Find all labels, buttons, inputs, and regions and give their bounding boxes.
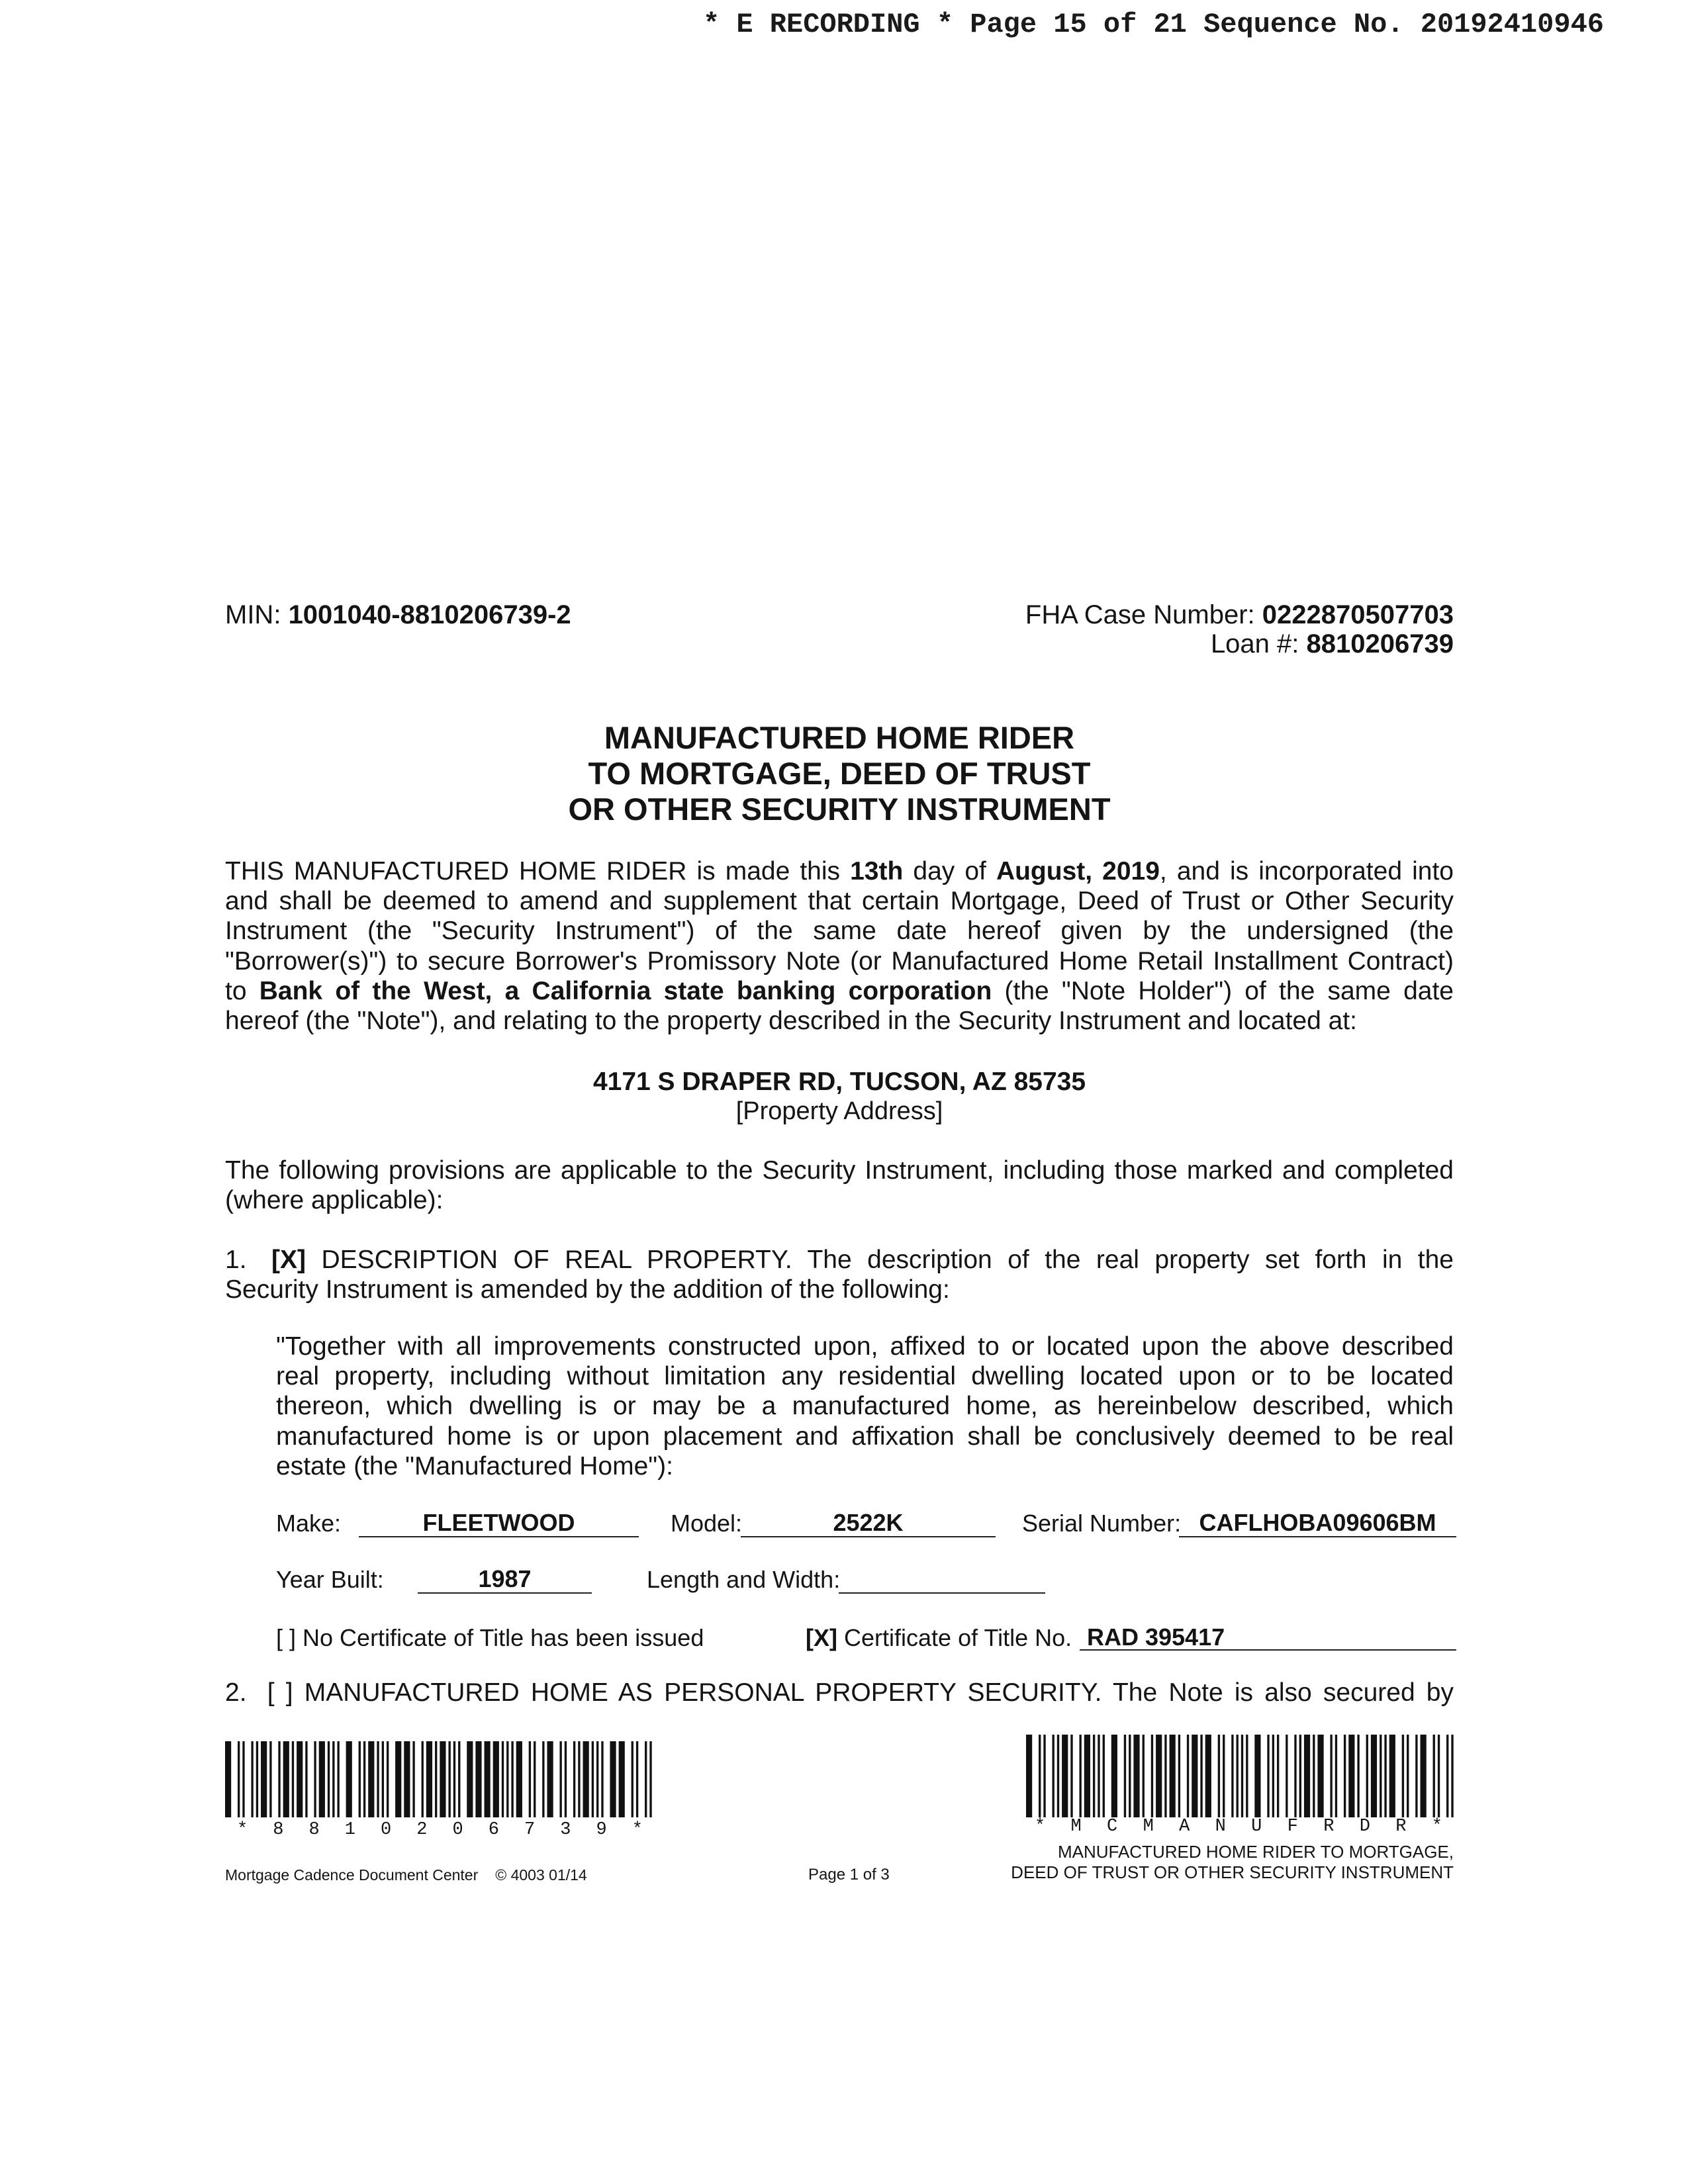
certificate-label: Certificate of Title No.: [844, 1624, 1072, 1651]
barcode-bar: [1200, 1735, 1202, 1817]
barcode-bar: [1093, 1735, 1095, 1817]
barcode-bar: [382, 1741, 384, 1817]
fha-value: 0222870507703: [1262, 600, 1454, 629]
rider-day: 13th: [850, 857, 904, 886]
make-label: Make:: [276, 1510, 342, 1537]
section-2-line: [225, 1678, 1454, 1707]
barcode-bar: [649, 1741, 651, 1817]
quote-line: estate (the "Manufactured Home"):: [276, 1451, 673, 1480]
quote-line: manufactured home is or upon placement and affixation shall be conclusively deemed to be real: [276, 1422, 1454, 1451]
min-label: MIN:: [225, 600, 281, 629]
barcode-bar: [610, 1741, 616, 1817]
barcode-bar: [1164, 1735, 1166, 1817]
barcode-bar: [1313, 1735, 1315, 1817]
quote-line: real property, including without limitation any residential dwelling located upon or to be located: [276, 1362, 1454, 1391]
barcode-bar: [1335, 1735, 1337, 1817]
rider-month-year: August, 2019: [996, 857, 1160, 886]
barcode-bar: [1241, 1735, 1243, 1817]
min-value: 1001040-8810206739-2: [288, 600, 571, 629]
barcode-bar: [1433, 1735, 1435, 1817]
barcode-bar: [1366, 1735, 1368, 1817]
barcode-bar: [475, 1741, 481, 1817]
barcode-bar: [1103, 1735, 1105, 1817]
barcode-bar: [1218, 1735, 1220, 1817]
section-2-text: MANUFACTURED HOME AS PERSONAL PROPERTY SECURITY. The Note is also secured by: [304, 1678, 1454, 1707]
barcode-bar: [453, 1741, 455, 1817]
year-built-label: Year Built:: [276, 1566, 384, 1593]
barcode-bar: [1133, 1735, 1139, 1817]
barcode-bar: [251, 1741, 253, 1817]
barcode-bar: [278, 1741, 280, 1817]
barcode-bar: [559, 1741, 561, 1817]
footer-publisher: [225, 1866, 587, 1884]
barcode-bar: [283, 1741, 289, 1817]
barcode-bar: [448, 1741, 450, 1817]
barcode-bar: [426, 1741, 432, 1817]
intro-text: and shall be deemed to amend and supplement that certain Mortgage, Deed of Trust or Other Security: [225, 887, 1454, 916]
barcode-bar: [1098, 1735, 1100, 1817]
intro-line: [225, 856, 1454, 886]
barcode-bar: [1446, 1735, 1448, 1817]
rider-form-label: [1011, 1842, 1454, 1883]
section-1-text: DESCRIPTION OF REAL PROPERTY. The description of the real property set forth in the: [321, 1246, 1454, 1274]
loan-value: 8810206739: [1306, 629, 1454, 659]
section-1-heading: [225, 1245, 1454, 1304]
rider-label-line-1: MANUFACTURED HOME RIDER TO MORTGAGE,: [1057, 1842, 1454, 1862]
barcode-bar: [592, 1741, 594, 1817]
fha-case-line: [1025, 600, 1454, 630]
note-holder-name: Bank of the West, a California state banking corporation: [259, 976, 992, 1005]
form-barcode: [1026, 1735, 1454, 1817]
barcode-bar: [261, 1741, 267, 1817]
recording-stamp: * E RECORDING * Page 15 of 21 Sequence No. 20192410946: [702, 9, 1604, 40]
barcode-bar: [583, 1741, 589, 1817]
barcode-bar: [1237, 1735, 1239, 1817]
barcode-bar: [1304, 1735, 1310, 1817]
barcode-bar: [578, 1741, 580, 1817]
barcode-bar: [467, 1741, 473, 1817]
barcode-bar: [547, 1741, 553, 1817]
barcode-bar: [1415, 1735, 1417, 1817]
barcode-bar: [1380, 1735, 1382, 1817]
barcode-bar: [1294, 1735, 1296, 1817]
barcode-bar: [1402, 1735, 1404, 1817]
form-barcode-text: * M C M A N U F R D R *: [1035, 1817, 1442, 1837]
barcode-bar: [1384, 1735, 1386, 1817]
title-line-3: OR OTHER SECURITY INSTRUMENT: [568, 792, 1111, 827]
barcode-bar: [1371, 1735, 1377, 1817]
barcode-bar: [328, 1741, 330, 1817]
barcode-bar: [1407, 1735, 1409, 1817]
property-address: 4171 S DRAPER RD, TUCSON, AZ 85735: [592, 1068, 1086, 1096]
intro-text: (the "Note Holder") of the same date: [992, 976, 1454, 1005]
loan-label: Loan #:: [1210, 629, 1299, 659]
section-1-number: 1.: [225, 1246, 247, 1274]
barcode-bar: [1317, 1735, 1323, 1817]
intro-text: THIS MANUFACTURED HOME RIDER is made this: [225, 857, 851, 886]
barcode-bar: [1421, 1735, 1427, 1817]
provisions-paragraph: [225, 1156, 1454, 1215]
intro-text: to: [225, 976, 259, 1005]
barcode-bar: [1026, 1735, 1032, 1817]
intro-line: [225, 886, 1454, 916]
barcode-bar: [1124, 1735, 1126, 1817]
barcode-bar: [292, 1741, 294, 1817]
barcode-bar: [1043, 1735, 1045, 1817]
intro-text: day of: [903, 857, 996, 886]
barcode-bar: [359, 1741, 361, 1817]
title-line-1: MANUFACTURED HOME RIDER: [604, 720, 1075, 755]
barcode-bar: [368, 1741, 374, 1817]
form-code: © 4003 01/14: [495, 1866, 587, 1884]
barcode-bar: [1170, 1735, 1176, 1817]
barcode-bar: [493, 1741, 499, 1817]
section-2-number: 2.: [225, 1678, 247, 1707]
barcode-bar: [440, 1741, 445, 1817]
barcode-bar: [1272, 1735, 1274, 1817]
barcode-bar: [269, 1741, 271, 1817]
barcode-bar: [1438, 1735, 1440, 1817]
barcode-bar: [1053, 1735, 1055, 1817]
barcode-bar: [1223, 1735, 1225, 1817]
rider-label-line-2: DEED OF TRUST OR OTHER SECURITY INSTRUMENT: [1011, 1862, 1454, 1882]
barcode-bar: [1299, 1735, 1301, 1817]
serial-value: CAFLHOBA09606BM: [1179, 1509, 1456, 1537]
section-1-checkbox: [X]: [271, 1246, 306, 1274]
intro-line: [225, 1006, 1454, 1036]
intro-text: "Borrower(s)") to secure Borrower's Promissory Note (or Manufactured Home Retail Installment Contract): [225, 946, 1454, 976]
make-value: FLEETWOOD: [359, 1509, 639, 1537]
barcode-bar: [573, 1741, 575, 1817]
barcode-bar: [1057, 1735, 1059, 1817]
length-width-value: [839, 1565, 1045, 1594]
barcode-bar: [1187, 1735, 1189, 1817]
barcode-bar: [1330, 1735, 1332, 1817]
barcode-bar: [506, 1741, 508, 1817]
barcode-bar: [1129, 1735, 1131, 1817]
barcode-bar: [1111, 1735, 1117, 1817]
barcode-bar: [516, 1741, 522, 1817]
barcode-bar: [395, 1741, 401, 1817]
min-line: [225, 600, 571, 630]
barcode-bar: [511, 1741, 513, 1817]
barcode-bar: [632, 1741, 633, 1817]
quote-line: "Together with all improvements constructed upon, affixed to or located upon the above described: [276, 1332, 1454, 1361]
barcode-bar: [1344, 1735, 1346, 1817]
loan-barcode-text: * 8 8 1 0 2 0 6 7 3 9 *: [237, 1820, 643, 1840]
fha-label: FHA Case Number:: [1025, 600, 1255, 629]
quote-line: thereon, which dwelling is or may be a manufactured home, as hereinbelow described, which: [276, 1392, 1454, 1421]
make-model-serial-row: [0, 1509, 1688, 1538]
barcode-bar: [412, 1741, 414, 1817]
section-1-line: Security Instrument is amended by the addition of the following:: [225, 1275, 950, 1304]
length-width-label: Length and Width:: [647, 1566, 841, 1593]
barcode-bar: [1079, 1735, 1081, 1817]
barcode-bar: [1286, 1735, 1288, 1817]
intro-text: , and is incorporated into: [1159, 857, 1454, 886]
model-value: 2522K: [741, 1509, 996, 1537]
improvements-quote: [276, 1332, 1454, 1481]
barcode-bar: [242, 1741, 244, 1817]
barcode-bar: [1062, 1735, 1068, 1817]
barcode-bar: [346, 1741, 352, 1817]
barcode-bar: [1389, 1735, 1395, 1817]
serial-label: Serial Number:: [1022, 1510, 1182, 1537]
barcode-bar: [1192, 1735, 1197, 1817]
section-2-heading: [225, 1678, 1454, 1707]
barcode-bar: [1254, 1735, 1260, 1817]
barcode-bar: [529, 1741, 531, 1817]
barcode-bar: [1246, 1735, 1248, 1817]
barcode-bar: [485, 1741, 491, 1817]
no-certificate-option: [276, 1623, 704, 1653]
barcode-bar: [256, 1741, 258, 1817]
barcode-bar: [404, 1741, 410, 1817]
provisions-line: (where applicable):: [225, 1186, 444, 1215]
barcode-bar: [422, 1741, 424, 1817]
barcode-bar: [319, 1741, 325, 1817]
barcode-bar: [565, 1741, 567, 1817]
barcode-bar: [297, 1741, 303, 1817]
barcode-bar: [305, 1741, 307, 1817]
loan-barcode: [225, 1741, 652, 1817]
no-certificate-label: No Certificate of Title has been issued: [303, 1624, 704, 1651]
barcode-bar: [619, 1741, 625, 1817]
barcode-bar: [435, 1741, 437, 1817]
document-title: [225, 720, 1454, 827]
certificate-row: [0, 1623, 1688, 1653]
model-label: Model:: [671, 1510, 743, 1537]
section-1-line: [225, 1245, 1454, 1275]
year-size-row: [0, 1565, 1688, 1594]
barcode-bar: [1178, 1735, 1180, 1817]
barcode-bar: [1084, 1735, 1090, 1817]
barcode-bar: [363, 1741, 365, 1817]
loan-number-line: [1211, 629, 1454, 659]
barcode-bar: [1451, 1735, 1453, 1817]
intro-line: [225, 916, 1454, 946]
barcode-bar: [314, 1741, 316, 1817]
certificate-number: RAD 395417: [1080, 1623, 1456, 1651]
barcode-bar: [1039, 1735, 1041, 1817]
barcode-bar: [1267, 1735, 1269, 1817]
barcode-bar: [645, 1741, 647, 1817]
property-address-caption: [Property Address]: [735, 1097, 943, 1125]
section-2-checkbox: [ ]: [267, 1678, 293, 1707]
barcode-bar: [1143, 1735, 1145, 1817]
barcode-bar: [1277, 1735, 1279, 1817]
barcode-bar: [596, 1741, 598, 1817]
barcode-bar: [377, 1741, 379, 1817]
certificate-option: [806, 1623, 1072, 1653]
barcode-bar: [225, 1741, 231, 1817]
intro-line: [225, 946, 1454, 976]
barcode-bar: [238, 1741, 240, 1817]
page-number: Page 1 of 3: [808, 1866, 890, 1884]
barcode-bar: [542, 1741, 544, 1817]
provisions-line: The following provisions are applicable to the Security Instrument, including those marked and completed: [225, 1156, 1454, 1185]
barcode-bar: [502, 1741, 504, 1817]
barcode-bar: [332, 1741, 334, 1817]
barcode-bar: [1231, 1735, 1233, 1817]
intro-text: hereof (the "Note"), and relating to the property described in the Security Instrument and located at:: [225, 1007, 1357, 1036]
barcode-bar: [1357, 1735, 1359, 1817]
intro-line: [225, 976, 1454, 1006]
year-built-value: 1987: [418, 1565, 592, 1594]
publisher-name: Mortgage Cadence Document Center: [225, 1866, 479, 1884]
barcode-bar: [1151, 1735, 1153, 1817]
barcode-bar: [1205, 1735, 1211, 1817]
intro-paragraph: [225, 856, 1454, 1036]
barcode-bar: [1070, 1735, 1072, 1817]
barcode-bar: [387, 1741, 389, 1817]
barcode-bar: [636, 1741, 638, 1817]
no-certificate-checkbox: [ ]: [276, 1624, 297, 1651]
barcode-bar: [1156, 1735, 1162, 1817]
barcode-bar: [601, 1741, 603, 1817]
intro-text: Instrument (the "Security Instrument") of the same date hereof given by the undersigned (the: [225, 917, 1454, 946]
barcode-bar: [337, 1741, 339, 1817]
barcode-bar: [534, 1741, 536, 1817]
barcode-bar: [458, 1741, 460, 1817]
certificate-checkbox: [X]: [806, 1624, 837, 1651]
barcode-bar: [1348, 1735, 1354, 1817]
title-line-2: TO MORTGAGE, DEED OF TRUST: [588, 756, 1091, 791]
